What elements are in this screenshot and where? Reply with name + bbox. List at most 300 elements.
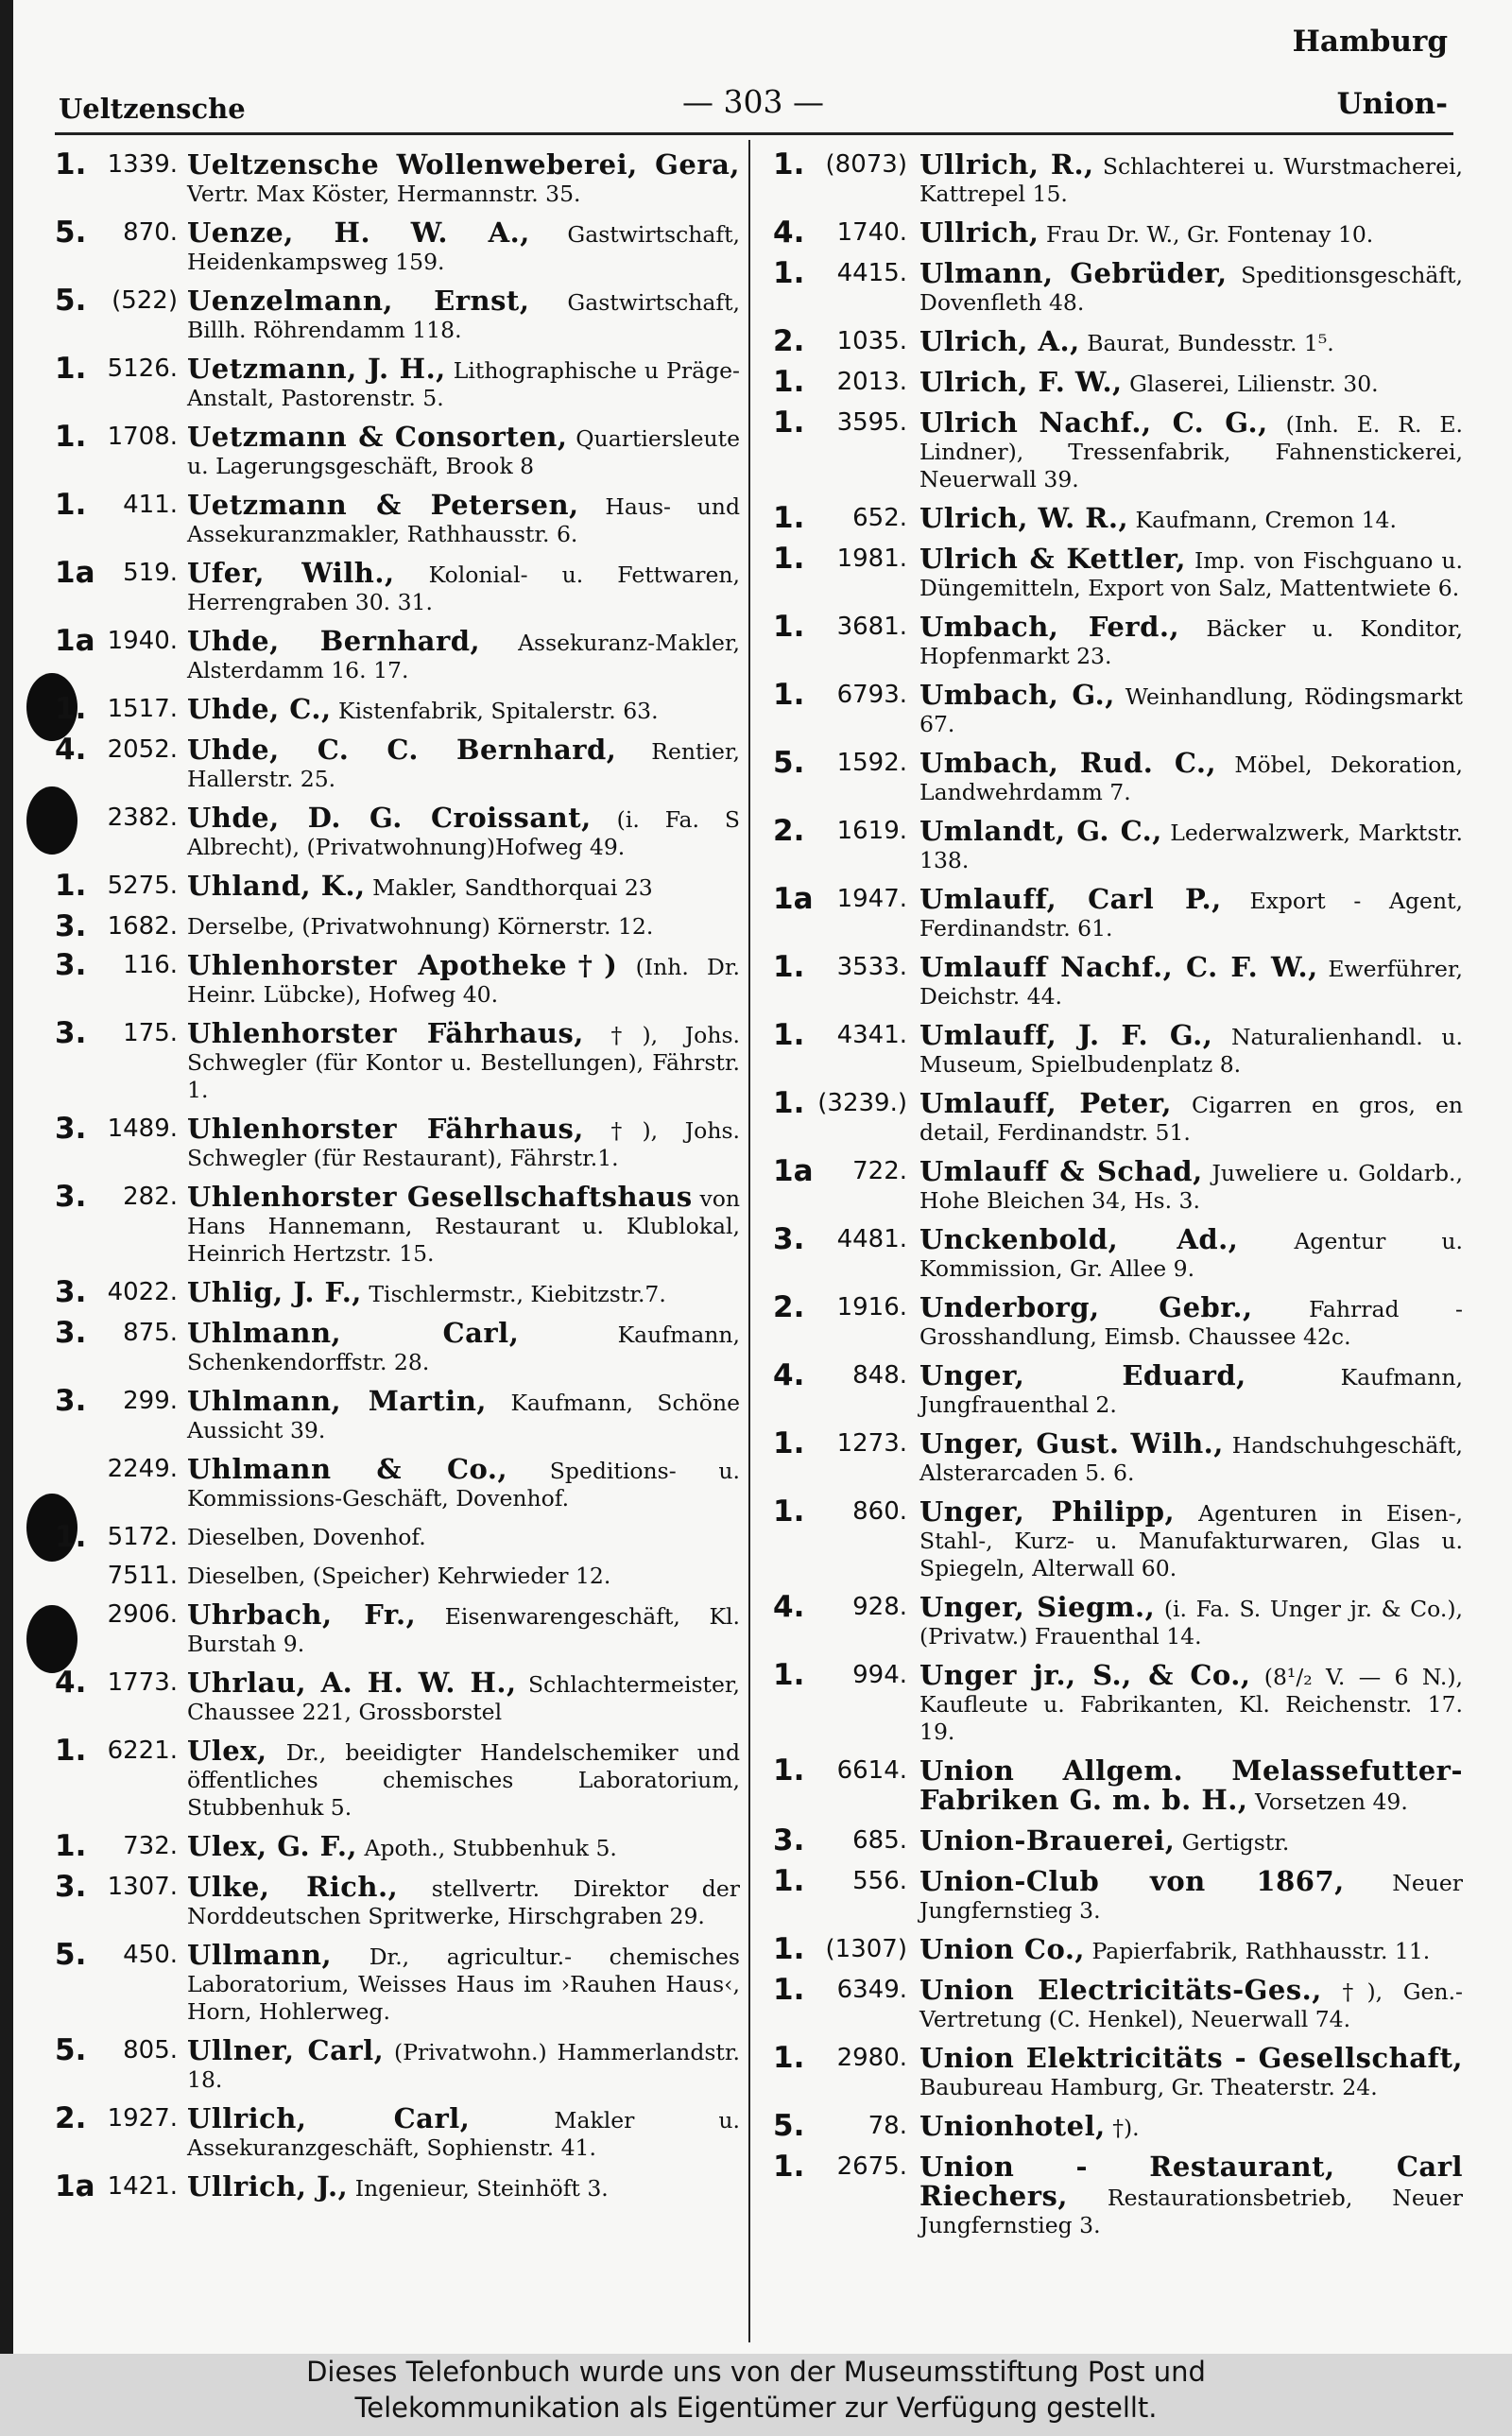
- telephone-number: 1940.: [107, 627, 178, 655]
- entry-text: [919, 1359, 1463, 1419]
- directory-entry: [773, 1823, 1463, 1857]
- exchange-district: 4.: [773, 1590, 805, 1624]
- directory-entry: [55, 1453, 740, 1512]
- directory-entry: [773, 1932, 1463, 1966]
- right-column: [773, 147, 1464, 2251]
- subscriber-name: Uhland, K.,: [187, 870, 366, 902]
- directory-entry: [773, 406, 1463, 493]
- entry-number: [55, 1870, 187, 1904]
- telephone-number: 4415.: [836, 259, 907, 287]
- telephone-number: 4481.: [836, 1225, 907, 1253]
- entry-number: [55, 1734, 187, 1768]
- exchange-district: 1.: [55, 352, 87, 386]
- entry-text: [187, 557, 740, 616]
- subscriber-name: Umlauff, Carl P.,: [919, 883, 1222, 915]
- directory-entry: [773, 610, 1463, 670]
- subscriber-name: Uhrlau, A. H. W. H.,: [187, 1667, 517, 1699]
- exchange-district: 1.: [773, 1086, 805, 1120]
- entry-number: [55, 948, 187, 982]
- exchange-district: 3.: [55, 1316, 87, 1350]
- subscriber-details: Weinhandlung, Rödingsmarkt 67.: [919, 683, 1464, 737]
- entry-number: [773, 1754, 919, 1788]
- subscriber-details: (i. Fa. S Albrecht), (Privatwohnung)Hofweg 49.: [187, 806, 740, 860]
- entry-text: [187, 355, 740, 412]
- subscriber-details: Bäcker u. Konditor, Hopfenmarkt 23.: [919, 615, 1463, 669]
- entry-number: [55, 216, 187, 250]
- telephone-number: 994.: [852, 1661, 907, 1689]
- entry-number: [55, 1456, 187, 1483]
- subscriber-name: Uhlenhorster Fährhaus,: [187, 1113, 584, 1145]
- directory-entry: [773, 1018, 1464, 1079]
- telephone-number: 282.: [123, 1183, 178, 1211]
- exchange-district: 1.: [55, 692, 87, 726]
- subscriber-details: Kistenfabrik, Spitalerstr. 63.: [331, 698, 659, 724]
- subscriber-details: Gastwirtschaft, Heidenkampsweg 159.: [187, 221, 741, 275]
- footer-line-2: Telekommunikation als Eigentümer zur Verfügung gestellt.: [354, 2392, 1158, 2424]
- exchange-district: 3.: [55, 1016, 87, 1050]
- subscriber-details: Neuer Jungfernstieg 3.: [919, 1870, 1463, 1924]
- entry-number: [773, 1222, 919, 1256]
- exchange-district: 3.: [773, 1222, 805, 1256]
- entry-text: [187, 1939, 740, 2026]
- subscriber-details: Restaurationsbetrieb, Neuer Jungfernstieg 3.: [919, 2185, 1463, 2238]
- entry-text: [919, 1427, 1463, 1487]
- directory-entry: [773, 365, 1463, 399]
- entry-text: [919, 406, 1463, 493]
- entry-text: [187, 736, 740, 793]
- entry-number: [773, 1932, 919, 1966]
- entry-text: [187, 1737, 740, 1822]
- entry-number: [773, 1864, 919, 1898]
- subscriber-details: Dr., agricultur.- chemisches Laboratorium, Weisses Haus im ›Rauhen Haus‹, Horn, Hohlerweg.: [187, 1944, 740, 2025]
- subscriber-details: Kaufmann, Cremon 14.: [1128, 507, 1397, 533]
- subscriber-details: von Hans Hannemann, Restaurant u. Klublokal, Heinrich Hertzstr. 15.: [187, 1185, 740, 1267]
- telephone-number: 1927.: [107, 2104, 178, 2133]
- subscriber-name: Umlauff, J. F. G.,: [919, 1019, 1213, 1051]
- entry-text: [919, 2042, 1463, 2101]
- entry-text: [187, 489, 740, 548]
- exchange-district: 1.: [773, 406, 805, 440]
- telephone-number: 732.: [123, 1832, 178, 1860]
- directory-entry: [55, 1563, 740, 1590]
- exchange-district: 1.: [55, 420, 87, 454]
- entry-text: [187, 2034, 740, 2094]
- exchange-district: 3.: [55, 1112, 87, 1146]
- subscriber-name: Uhlig, J. F.,: [187, 1276, 362, 1308]
- telephone-number: 2013.: [836, 368, 907, 396]
- subscriber-details: Schlachterei u. Wurstmacherei, Kattrepel 15.: [919, 153, 1463, 207]
- telephone-number: 2906.: [107, 1600, 178, 1629]
- directory-entry: [773, 1658, 1463, 1746]
- entry-text: [919, 1865, 1463, 1925]
- telephone-number: 1773.: [107, 1668, 178, 1697]
- subscriber-details: Möbel, Dekoration, Landwehrdamm 7.: [919, 752, 1463, 805]
- exchange-district: 1.: [773, 2150, 805, 2184]
- directory-entry: [55, 2101, 740, 2162]
- subscriber-name: Uetzmann & Consorten,: [187, 421, 568, 453]
- subscriber-name: Uhrbach, Fr.,: [187, 1598, 417, 1631]
- entry-number: [773, 324, 919, 358]
- telephone-number: 519.: [123, 559, 178, 587]
- entry-number: [55, 2033, 187, 2067]
- subscriber-details: Baubureau Hamburg, Gr. Theaterstr. 24.: [919, 2074, 1378, 2100]
- entry-number: [55, 420, 187, 454]
- entry-number: [773, 1154, 919, 1188]
- telephone-number: 6793.: [836, 681, 907, 709]
- subscriber-details: (Privatwohn.) Hammerlandstr. 18.: [187, 2039, 740, 2093]
- directory-entry: [55, 909, 740, 943]
- entry-number: [773, 1590, 919, 1624]
- exchange-district: 3.: [773, 1823, 805, 1857]
- exchange-district: 3.: [55, 1180, 87, 1214]
- subscriber-name: Union Elektricitäts - Gesellschaft,: [919, 2042, 1463, 2074]
- entry-number: [773, 406, 919, 440]
- entry-text: [919, 1019, 1464, 1079]
- telephone-number: 1273.: [836, 1429, 907, 1458]
- subscriber-name: Uenze, H. W. A.,: [187, 216, 530, 249]
- entry-number: [773, 256, 919, 290]
- running-head-left: Ueltzensche: [59, 93, 246, 125]
- exchange-district: 4.: [55, 1666, 87, 1700]
- entry-number: [773, 882, 919, 916]
- entry-number: [773, 1086, 919, 1120]
- entry-text: [919, 1933, 1463, 1965]
- directory-entry: [55, 869, 740, 903]
- entry-number: [55, 1563, 187, 1590]
- directory-entry: [773, 324, 1463, 358]
- telephone-number: 6221.: [107, 1736, 178, 1765]
- directory-entry: [773, 1754, 1463, 1816]
- directory-entry: [773, 1864, 1463, 1925]
- subscriber-name: Unger, Eduard,: [919, 1359, 1246, 1391]
- column-divider: [748, 140, 750, 2342]
- directory-entry: [55, 1938, 740, 2026]
- telephone-number: (8073): [825, 150, 907, 179]
- subscriber-details: Vertr. Max Köster, Hermannstr. 35.: [187, 181, 581, 207]
- exchange-district: [55, 804, 91, 832]
- subscriber-details: Tischlermstr., Kiebitzstr.7.: [361, 1281, 666, 1307]
- directory-entry: [55, 1016, 740, 1104]
- entry-number: [55, 624, 187, 658]
- subscriber-name: Umlauff Nachf., C. F. W.,: [919, 951, 1318, 983]
- entry-text: [919, 257, 1463, 317]
- subscriber-name: Ullner, Carl,: [187, 2034, 385, 2066]
- directory-entry: [773, 1290, 1463, 1351]
- subscriber-name: Ullrich, R.,: [919, 148, 1094, 181]
- subscriber-details: Export - Agent, Ferdinandstr. 61.: [919, 888, 1463, 942]
- entry-number: [773, 1358, 919, 1392]
- entry-text: [919, 679, 1464, 738]
- telephone-number: 3681.: [836, 613, 907, 641]
- subscriber-details: †).: [1105, 2115, 1140, 2141]
- subscriber-name: Union Allgem. Melassefutter-Fabriken G. m. b. H.,: [919, 1754, 1463, 1816]
- entry-text: [919, 366, 1463, 398]
- subscriber-details: †), Johs. Schwegler (für Kontor u. Bestellungen), Fährstr. 1.: [187, 1022, 740, 1103]
- telephone-number: 1916.: [836, 1293, 907, 1322]
- subscriber-details: Assekuranz-Makler, Alsterdamm 16. 17.: [187, 630, 740, 683]
- exchange-district: [55, 1601, 91, 1629]
- directory-entry: [773, 147, 1463, 208]
- exchange-district: [55, 1563, 91, 1590]
- entry-number: [773, 2150, 919, 2184]
- directory-entry: [773, 542, 1463, 602]
- subscriber-name: Umlauff, Peter,: [919, 1087, 1172, 1119]
- entry-number: [773, 147, 919, 181]
- entry-number: [55, 1938, 187, 1972]
- entry-number: [55, 1316, 187, 1350]
- telephone-number: 875.: [123, 1319, 178, 1347]
- subscriber-details: Juweliere u. Goldarb., Hohe Bleichen 34, Hs. 3.: [919, 1160, 1463, 1214]
- entry-text: [187, 216, 741, 276]
- telephone-number: 1035.: [836, 327, 907, 355]
- directory-entry: [773, 1222, 1463, 1283]
- telephone-number: 1708.: [107, 423, 178, 451]
- subscriber-name: Umbach, Ferd.,: [919, 611, 1180, 643]
- directory-entry: [773, 1154, 1463, 1215]
- entry-text: [187, 1276, 740, 1308]
- entry-text: [187, 1598, 740, 1658]
- exchange-district: 5.: [55, 1938, 87, 1972]
- exchange-district: 4.: [55, 733, 87, 767]
- exchange-district: 1.: [773, 1973, 805, 2007]
- telephone-number: 556.: [852, 1867, 907, 1895]
- entry-number: [55, 556, 187, 590]
- entry-text: [187, 625, 740, 684]
- subscriber-details: Ewerführer, Deichstr. 44.: [919, 956, 1463, 1010]
- exchange-district: 3.: [55, 948, 87, 982]
- entry-number: [55, 1112, 187, 1146]
- subscriber-details: Makler u. Assekuranzgeschäft, Sophienstr. 41.: [187, 2107, 740, 2161]
- directory-entry: [773, 1973, 1463, 2033]
- entry-number: [773, 1823, 919, 1857]
- subscriber-name: Union-Club von 1867,: [919, 1865, 1345, 1897]
- exchange-district: 5.: [55, 284, 87, 318]
- subscriber-details: Papierfabrik, Rathhausstr. 11.: [1085, 1938, 1431, 1964]
- subscriber-name: Uhlmann, Martin,: [187, 1385, 488, 1417]
- entry-text: [919, 1223, 1463, 1283]
- subscriber-details: Schlachtermeister, Chaussee 221, Grossborstel: [187, 1671, 740, 1725]
- subscriber-details: Baurat, Bundesstr. 1⁵.: [1079, 330, 1334, 356]
- exchange-district: 1.: [55, 1520, 87, 1554]
- telephone-number: 6349.: [836, 1976, 907, 2004]
- telephone-number: 1592.: [836, 749, 907, 777]
- telephone-number: 1517.: [107, 695, 178, 723]
- entry-number: [55, 147, 187, 181]
- entry-text: [919, 1824, 1463, 1857]
- entry-number: [55, 1520, 187, 1554]
- exchange-district: 1.: [773, 365, 805, 399]
- subscriber-details: (Inh. E. R. E. Lindner), Tressenfabrik, Fahnenstickerei, Neuerwall 39.: [919, 411, 1463, 492]
- entry-number: [773, 746, 919, 780]
- telephone-number: 4341.: [836, 1021, 907, 1049]
- directory-entry: [773, 678, 1464, 738]
- subscriber-details: Agenturen in Eisen-, Stahl-, Kurz- u. Manufakturwaren, Glas u. Spiegeln, Alterwall 60.: [919, 1500, 1464, 1581]
- directory-entry: [773, 746, 1463, 806]
- directory-entry: [55, 804, 740, 861]
- entry-text: [919, 325, 1463, 357]
- exchange-district: 1.: [773, 1754, 805, 1788]
- subscriber-name: Uhde, Bernhard,: [187, 625, 481, 657]
- entry-number: [773, 2109, 919, 2143]
- exchange-district: 5.: [55, 2033, 87, 2067]
- exchange-district: 1.: [773, 1426, 805, 1460]
- entry-number: [773, 1290, 919, 1324]
- entry-number: [773, 1494, 919, 1529]
- directory-entry: [773, 501, 1463, 535]
- entry-text: [187, 1453, 740, 1512]
- subscriber-details: Cigarren en gros, en detail, Ferdinandstr. 51.: [919, 1092, 1464, 1146]
- entry-number: [55, 1829, 187, 1863]
- telephone-number: 1421.: [107, 2172, 178, 2201]
- subscriber-details: Kaufmann, Schenkendorffstr. 28.: [187, 1322, 740, 1375]
- subscriber-name: Uhlenhorster Apotheke†): [187, 949, 618, 981]
- exchange-district: 4.: [773, 216, 805, 250]
- entry-text: [919, 747, 1463, 806]
- directory-entry: [55, 1275, 740, 1309]
- entry-text: [187, 1871, 740, 1930]
- exchange-district: 3.: [55, 1384, 87, 1418]
- entry-text: [187, 1385, 740, 1444]
- exchange-district: 5.: [55, 216, 87, 250]
- entry-number: [55, 352, 187, 386]
- entry-text: [919, 1659, 1463, 1746]
- directory-entry: [55, 1112, 740, 1172]
- directory-entry: [773, 1086, 1464, 1147]
- subscriber-name: Ullmann,: [187, 1939, 333, 1971]
- entry-number: [55, 1601, 187, 1629]
- running-head-city: Hamburg: [1292, 25, 1448, 59]
- subscriber-name: Uhlenhorster Fährhaus,: [187, 1017, 584, 1049]
- exchange-district: 1.: [55, 1734, 87, 1768]
- subscriber-name: Uhlmann & Co.,: [187, 1453, 508, 1485]
- entry-number: [55, 1016, 187, 1050]
- directory-entry: [55, 1384, 740, 1444]
- exchange-district: 1a: [55, 2169, 95, 2203]
- entry-number: [773, 1018, 919, 1052]
- telephone-number: 1339.: [107, 150, 178, 179]
- subscriber-name: Ulmann, Gebrüder,: [919, 257, 1228, 289]
- subscriber-name: Unger, Siegm.,: [919, 1591, 1156, 1623]
- directory-entry: [55, 352, 740, 412]
- exchange-district: 1a: [773, 882, 814, 916]
- subscriber-details: Haus- und Assekuranzmakler, Rathhausstr. 6.: [187, 493, 740, 547]
- telephone-number: 3533.: [836, 953, 907, 981]
- exchange-district: 1.: [773, 256, 805, 290]
- entry-number: [55, 869, 187, 903]
- telephone-number: 2382.: [107, 803, 178, 832]
- entry-text: [187, 693, 740, 725]
- directory-entry: [55, 948, 740, 1009]
- telephone-number: 411.: [123, 491, 178, 519]
- header-rule: [55, 132, 1453, 135]
- subscriber-details: Dieselben, Dovenhof.: [187, 1524, 426, 1550]
- subscriber-details: (8¹/₂ V. — 6 N.), Kaufleute u. Fabrikanten, Kl. Reichenstr. 17. 19.: [919, 1664, 1463, 1745]
- entry-number: [55, 909, 187, 943]
- telephone-number: 685.: [852, 1826, 907, 1855]
- subscriber-details: Dieselben, (Speicher) Kehrwieder 12.: [187, 1563, 611, 1589]
- subscriber-details: (Inh. Dr. Heinr. Lübcke), Hofweg 40.: [187, 954, 740, 1008]
- entry-number: [55, 692, 187, 726]
- subscriber-details: Lithographische u Präge-Anstalt, Pastorenstr. 5.: [187, 357, 740, 411]
- subscriber-name: Ulrich Nachf., C. G.,: [919, 406, 1268, 439]
- telephone-number: 5172.: [107, 1523, 178, 1551]
- telephone-number: 1307.: [107, 1873, 178, 1901]
- entry-text: [187, 1830, 740, 1862]
- subscriber-name: Underborg, Gebr.,: [919, 1291, 1253, 1323]
- directory-entry: [773, 2109, 1463, 2143]
- telephone-number: 805.: [123, 2036, 178, 2065]
- directory-entry: [55, 2169, 740, 2203]
- entry-text: [187, 1183, 740, 1268]
- subscriber-details: Quartiersleute u. Lagerungsgeschäft, Brook 8: [187, 425, 741, 479]
- telephone-number: 1489.: [107, 1114, 178, 1143]
- telephone-number: 116.: [123, 951, 178, 979]
- directory-entry: [55, 2033, 740, 2094]
- subscriber-name: Union-Brauerei,: [919, 1824, 1176, 1857]
- subscriber-name: Uhlenhorster Gesellschaftshaus: [187, 1181, 693, 1213]
- exchange-district: 1a: [773, 1154, 814, 1188]
- subscriber-details: Eisenwarengeschäft, Kl. Burstah 9.: [187, 1603, 740, 1657]
- entry-number: [773, 678, 919, 712]
- directory-entry: [773, 1590, 1464, 1650]
- telephone-number: 928.: [852, 1593, 907, 1621]
- subscriber-name: Ufer, Wilh.,: [187, 557, 395, 589]
- subscriber-name: Unionhotel,: [919, 2110, 1106, 2142]
- entry-number: [55, 804, 187, 832]
- subscriber-name: Ulrich, A.,: [919, 325, 1080, 357]
- subscriber-details: Gertigstr.: [1175, 1829, 1290, 1856]
- exchange-district: 1.: [55, 147, 87, 181]
- telephone-number: 6614.: [836, 1756, 907, 1785]
- subscriber-details: Kaufmann, Jungfrauenthal 2.: [919, 1364, 1463, 1418]
- entry-text: [187, 2102, 740, 2162]
- subscriber-details: Kaufmann, Schöne Aussicht 39.: [187, 1390, 740, 1443]
- telephone-number: 299.: [123, 1387, 178, 1415]
- telephone-number: 175.: [123, 1019, 178, 1047]
- exchange-district: 1.: [773, 950, 805, 984]
- directory-entry: [773, 1426, 1463, 1487]
- telephone-number: 4022.: [107, 1278, 178, 1306]
- directory-entry: [55, 1598, 740, 1658]
- directory-entry: [773, 216, 1463, 250]
- entry-number: [773, 365, 919, 399]
- entry-number: [55, 1384, 187, 1418]
- exchange-district: 3.: [55, 909, 87, 943]
- directory-entry: [55, 1316, 740, 1376]
- exchange-district: 3.: [55, 1275, 87, 1309]
- telephone-number: 78.: [868, 2112, 907, 2140]
- subscriber-name: Ulke, Rich.,: [187, 1871, 399, 1903]
- entry-number: [773, 542, 919, 576]
- exchange-district: 4.: [773, 1358, 805, 1392]
- subscriber-name: Umlauff & Schad,: [919, 1155, 1203, 1187]
- entry-text: [187, 1563, 740, 1590]
- entry-text: [919, 148, 1463, 208]
- exchange-district: 1.: [773, 1658, 805, 1692]
- entry-text: [187, 287, 740, 344]
- subscriber-details: Gastwirtschaft, Billh. Röhrendamm 118.: [187, 289, 740, 343]
- subscriber-details: Imp. von Fischguano u. Düngemitteln, Export von Salz, Mattentwiete 6.: [919, 547, 1463, 601]
- entry-number: [55, 1180, 187, 1214]
- subscriber-name: Uetzmann, J. H.,: [187, 353, 446, 385]
- directory-entry: [55, 488, 740, 548]
- directory-entry: [55, 1666, 740, 1726]
- exchange-district: 2.: [773, 324, 805, 358]
- subscriber-details: Ingenieur, Steinhöft 3.: [348, 2175, 609, 2202]
- entry-number: [773, 2041, 919, 2075]
- subscriber-name: Umlandt, G. C.,: [919, 815, 1162, 847]
- entry-text: [919, 1495, 1464, 1582]
